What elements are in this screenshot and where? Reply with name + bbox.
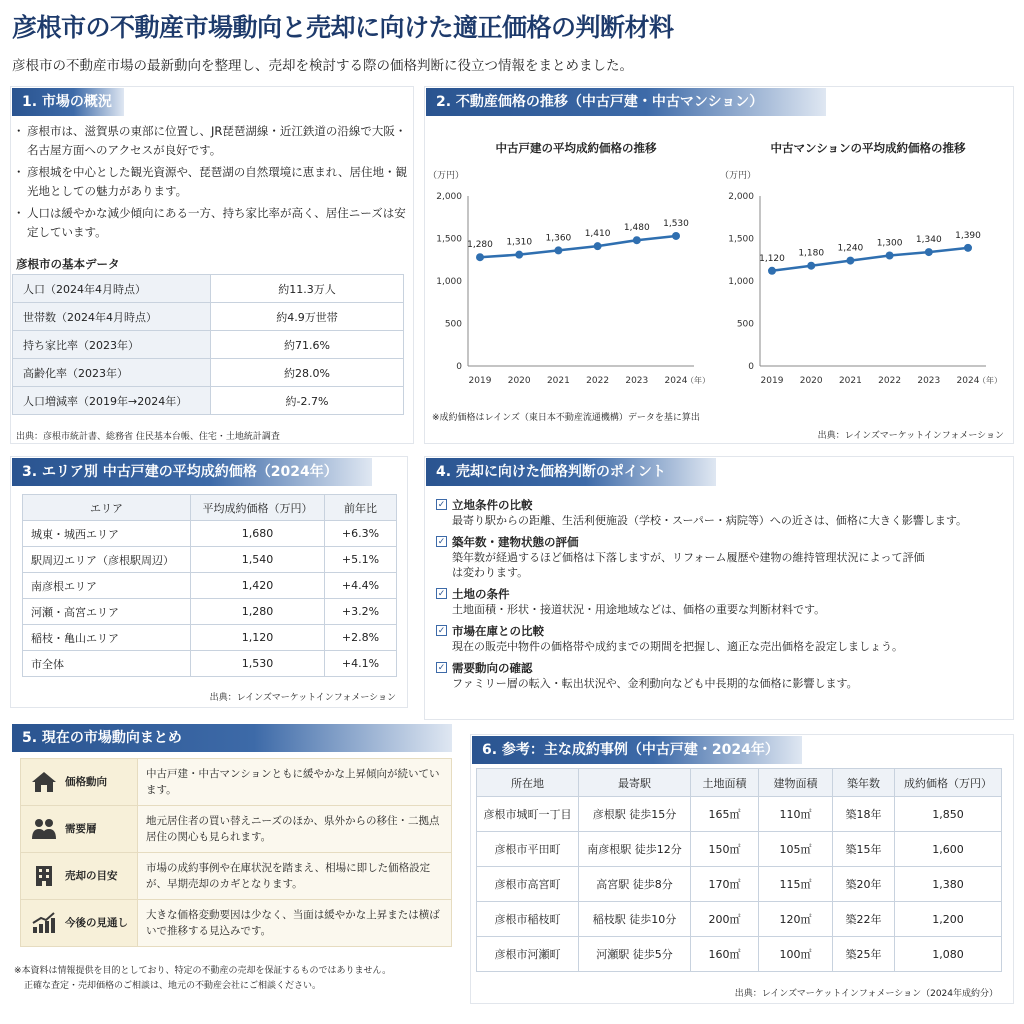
y-unit-label: （万円） [428,171,465,181]
column-header: 成約価格（万円） [895,769,1002,797]
point-title: 築年数・建物状態の評価 [452,535,579,549]
y-tick-label: 500 [736,319,754,330]
table-row [23,599,397,625]
x-tick-label: 2021 [838,376,862,386]
table-row [477,832,1002,867]
table-cell: 築15年 [833,832,895,867]
chart-title: 中古戸建の平均成約価格の推移 [495,141,657,155]
data-label: 1,410 [584,229,611,240]
list-item: ・ 彦根城を中心とした観光資源や、琵琶湖の自然環境に恵まれ、居住地・観光地としての魅力があります。 [16,163,411,201]
condominium-price-chart [718,130,1008,400]
table-row [23,521,397,547]
table-cell: 1,380 [895,867,1002,902]
section1-heading: 1. 市場の概況 [12,88,124,116]
section6-heading: 6. 参考：主な成約事例（中古戸建・2024年） [472,736,802,764]
table-row [23,573,397,599]
market-summary-table [20,758,452,947]
section2-note: ※成約価格はレインズ（東日本不動産流通機構）データを基に算出 [432,413,700,423]
table-row [477,797,1002,832]
summary-text: 市場の成約事例や在庫状況を踏まえ、相場に即した価格設定が、早期売却のカギとなります。 [138,853,452,900]
table-cell: 高宮駅 徒歩8分 [579,867,691,902]
table-cell: 彦根市稲枝町 [477,902,579,937]
table-cell: 1,120 [191,625,325,651]
x-tick-label: 2020 [799,376,823,386]
table-row [21,806,452,853]
building-icon [31,865,57,887]
column-header: 建物面積 [759,769,833,797]
summary-label-cell [21,853,138,900]
data-label: 1,180 [798,248,825,259]
check-icon: ✓ [437,537,446,547]
data-label: 1,340 [915,235,942,246]
data-label: 1,360 [545,233,572,244]
y-tick-label: 0 [456,362,462,372]
y-tick-label: 1,000 [728,277,754,287]
table-cell: 河瀬駅 徒歩5分 [579,937,691,972]
chart-up-icon [31,912,57,934]
table-row [13,275,404,303]
table-cell: 1,850 [895,797,1002,832]
section2-heading: 2. 不動産価格の推移（中古戸建・中古マンション） [426,88,826,116]
summary-label-cell [21,759,138,806]
table-row [21,853,452,900]
table-cell: 1,530 [191,651,325,677]
table-cell: 持ち家比率（2023年） [13,331,211,359]
price-points-list [436,498,1011,698]
table-cell: 高齢化率（2023年） [13,359,211,387]
table-header-row [477,769,1002,797]
summary-label: 今後の見通し [65,917,128,929]
data-point [515,251,523,259]
check-icon: ✓ [437,663,446,673]
column-header: 所在地 [477,769,579,797]
list-item [436,624,1011,654]
x-tick-label: 2022 [878,376,902,386]
column-header: 前年比 [325,495,397,521]
y-tick-label: 1,500 [436,234,462,245]
data-label: 1,240 [837,243,864,254]
table-cell: 1,080 [895,937,1002,972]
people-icon [31,818,57,840]
table-cell: 150㎡ [691,832,759,867]
y-tick-label: 0 [748,362,754,372]
data-point [554,246,562,254]
check-icon: ✓ [437,500,446,510]
section6-source: 出典：レインズマーケットインフォメーション（2024年成約分） [734,989,998,999]
x-tick-label: 2023 [917,376,941,386]
table-cell: 1,600 [895,832,1002,867]
data-point [672,232,680,240]
table-row [13,359,404,387]
section4-heading: 4. 売却に向けた価格判断のポイント [426,458,716,486]
data-point [925,248,933,256]
data-label: 1,300 [876,238,903,249]
table-cell: 人口（2024年4月時点） [13,275,211,303]
section3-source: 出典：レインズマーケットインフォメーション [209,693,396,703]
x-tick-label: 2024 [956,376,980,386]
x-tick-label: 2022 [586,376,610,386]
summary-label: 売却の目安 [65,870,118,882]
table-cell: 築20年 [833,867,895,902]
table-cell: 約4.9万世帯 [211,303,404,331]
table-cell: 1,280 [191,599,325,625]
data-label: 1,120 [759,253,785,264]
house-icon [31,771,57,793]
x-unit-label: （年） [978,376,1002,385]
point-desc: 最寄り駅からの距離、生活利便施設（学校・スーパー・病院等）への近さは、価格に大きく影響します。 [452,514,968,527]
column-header: エリア [23,495,191,521]
table-header-row [23,495,397,521]
table-cell: 1,420 [191,573,325,599]
column-header: 平均成約価格（万円） [191,495,325,521]
table-row [477,937,1002,972]
point-desc: 築年数が経過するほど価格は下落しますが、リフォーム履歴や建物の維持管理状況によって評価は変わります。 [452,551,925,579]
table-cell: 100㎡ [759,937,833,972]
summary-text: 中古戸建・中古マンションともに緩やかな上昇傾向が続いています。 [138,759,452,806]
disclaimer-line: 正確な査定・売却価格のご相談は、地元の不動産会社にご相談ください。 [24,981,322,991]
market-overview-list [16,122,411,245]
detached-house-price-chart [426,130,716,400]
page-subtitle: 彦根市の不動産市場の最新動向を整理し、売却を検討する際の価格判断に役立つ情報をまとめました。 [12,58,633,74]
data-point [964,244,972,252]
table-row [21,900,452,947]
basic-data-table [12,274,404,415]
x-tick-label: 2023 [625,376,649,386]
table-cell: 南彦根駅 徒歩12分 [579,832,691,867]
table-cell: 稲枝・亀山エリア [23,625,191,651]
data-point [633,236,641,244]
data-label: 1,280 [467,240,493,251]
data-label: 1,480 [623,223,650,234]
data-label: 1,390 [955,230,981,241]
summary-label: 需要層 [65,823,97,835]
table-row [13,387,404,415]
table-row [13,331,404,359]
summary-label: 価格動向 [65,776,107,788]
basic-data-title: 彦根市の基本データ [16,257,120,271]
table-row [477,902,1002,937]
table-cell: 世帯数（2024年4月時点） [13,303,211,331]
list-item: ・ 彦根市は、滋賀県の東部に位置し、JR琵琶湖線・近江鉄道の沿線で大阪・名古屋方面へのアクセスが良好です。 [16,122,411,160]
table-cell: 170㎡ [691,867,759,902]
table-cell: 約28.0% [211,359,404,387]
y-tick-label: 1,000 [436,277,462,287]
table-cell: 115㎡ [759,867,833,902]
section3-heading: 3. エリア別 中古戸建の平均成約価格（2024年） [12,458,372,486]
x-tick-label: 2020 [507,376,531,386]
table-cell: 165㎡ [691,797,759,832]
y-tick-label: 500 [444,319,462,330]
disclaimer-line: ※本資料は情報提供を目的としており、特定の不動産の売却を保証するものではありません。 [14,966,392,976]
table-cell: 1,680 [191,521,325,547]
table-cell: 160㎡ [691,937,759,972]
area-price-table [22,494,397,677]
data-label: 1,310 [506,237,533,248]
table-cell: 人口増減率（2019年→2024年） [13,387,211,415]
check-icon: ✓ [437,626,446,636]
summary-text: 大きな価格変動要因は少なく、当面は緩やかな上昇または横ばいで推移する見込みです。 [138,900,452,947]
summary-text: 地元居住者の買い替えニーズのほか、県外からの移住・二拠点居住の関心も見られます。 [138,806,452,853]
y-tick-label: 2,000 [436,192,462,202]
summary-label-cell [21,900,138,947]
table-cell: 彦根市河瀬町 [477,937,579,972]
table-cell: 築22年 [833,902,895,937]
table-cell: 110㎡ [759,797,833,832]
column-header: 最寄駅 [579,769,691,797]
x-tick-label: 2019 [468,376,492,386]
table-cell: 120㎡ [759,902,833,937]
data-point [768,267,776,275]
point-desc: 現在の販売中物件の価格帯や成約までの期間を把握し、適正な売出価格を設定しましょう。 [452,640,903,653]
page-title: 彦根市の不動産市場動向と売却に向けた適正価格の判断材料 [12,13,674,42]
table-cell: +4.1% [325,651,397,677]
data-point [594,242,602,250]
section2-source: 出典：レインズマーケットインフォメーション [817,431,1004,441]
table-row [477,867,1002,902]
x-tick-label: 2021 [546,376,570,386]
summary-label-cell [21,806,138,853]
x-unit-label: （年） [686,376,710,385]
table-cell: +5.1% [325,547,397,573]
table-cell: 築18年 [833,797,895,832]
x-tick-label: 2019 [760,376,784,386]
table-cell: +2.8% [325,625,397,651]
data-point [846,257,854,265]
table-cell: 南彦根エリア [23,573,191,599]
table-row [23,625,397,651]
table-cell: 彦根駅 徒歩15分 [579,797,691,832]
point-desc: ファミリー層の転入・転出状況や、金利動向なども中長期的な価格に影響します。 [452,677,858,690]
table-cell: 築25年 [833,937,895,972]
table-row [23,547,397,573]
table-cell: 約11.3万人 [211,275,404,303]
table-cell: 彦根市高宮町 [477,867,579,902]
section1-source: 出典：彦根市統計書、総務省 住民基本台帳、住宅・土地統計調査 [16,432,280,442]
table-cell: 約-2.7% [211,387,404,415]
table-row-total [23,651,397,677]
y-tick-label: 1,500 [728,234,754,245]
point-title: 需要動向の確認 [452,661,533,675]
check-icon: ✓ [437,589,446,599]
list-item: ・ 人口は緩やかな減少傾向にある一方、持ち家比率が高く、居住ニーズは安定しています。 [16,204,411,242]
table-row [13,303,404,331]
table-cell: 市全体 [23,651,191,677]
table-cell: 彦根市平田町 [477,832,579,867]
list-item [436,587,1011,617]
point-title: 土地の条件 [452,587,510,601]
table-cell: 稲枝駅 徒歩10分 [579,902,691,937]
section5-heading: 5. 現在の市場動向まとめ [12,724,452,752]
point-title: 市場在庫との比較 [452,624,544,638]
disclaimer [14,964,391,994]
table-cell: 1,540 [191,547,325,573]
table-cell: +3.2% [325,599,397,625]
transaction-examples-table [476,768,1002,972]
list-item [436,661,1011,691]
table-cell: 200㎡ [691,902,759,937]
table-cell: 1,200 [895,902,1002,937]
table-cell: +6.3% [325,521,397,547]
point-desc: 土地面積・形状・接道状況・用途地域などは、価格の重要な判断材料です。 [452,603,826,616]
table-cell: 駅周辺エリア（彦根駅周辺） [23,547,191,573]
data-point [476,253,484,261]
y-unit-label: （万円） [720,171,757,181]
table-cell: 河瀬・高宮エリア [23,599,191,625]
data-point [807,262,815,270]
column-header: 土地面積 [691,769,759,797]
table-cell: 約71.6% [211,331,404,359]
table-cell: 彦根市城町一丁目 [477,797,579,832]
list-item [436,535,1011,580]
x-tick-label: 2024 [664,376,688,386]
table-row [21,759,452,806]
table-cell: +4.4% [325,573,397,599]
table-cell: 105㎡ [759,832,833,867]
data-point [886,252,894,260]
chart-title: 中古マンションの平均成約価格の推移 [770,141,966,155]
y-tick-label: 2,000 [728,192,754,202]
table-cell: 城東・城西エリア [23,521,191,547]
data-label: 1,530 [663,218,689,229]
list-item [436,498,1011,528]
column-header: 築年数 [833,769,895,797]
point-title: 立地条件の比較 [452,498,533,512]
